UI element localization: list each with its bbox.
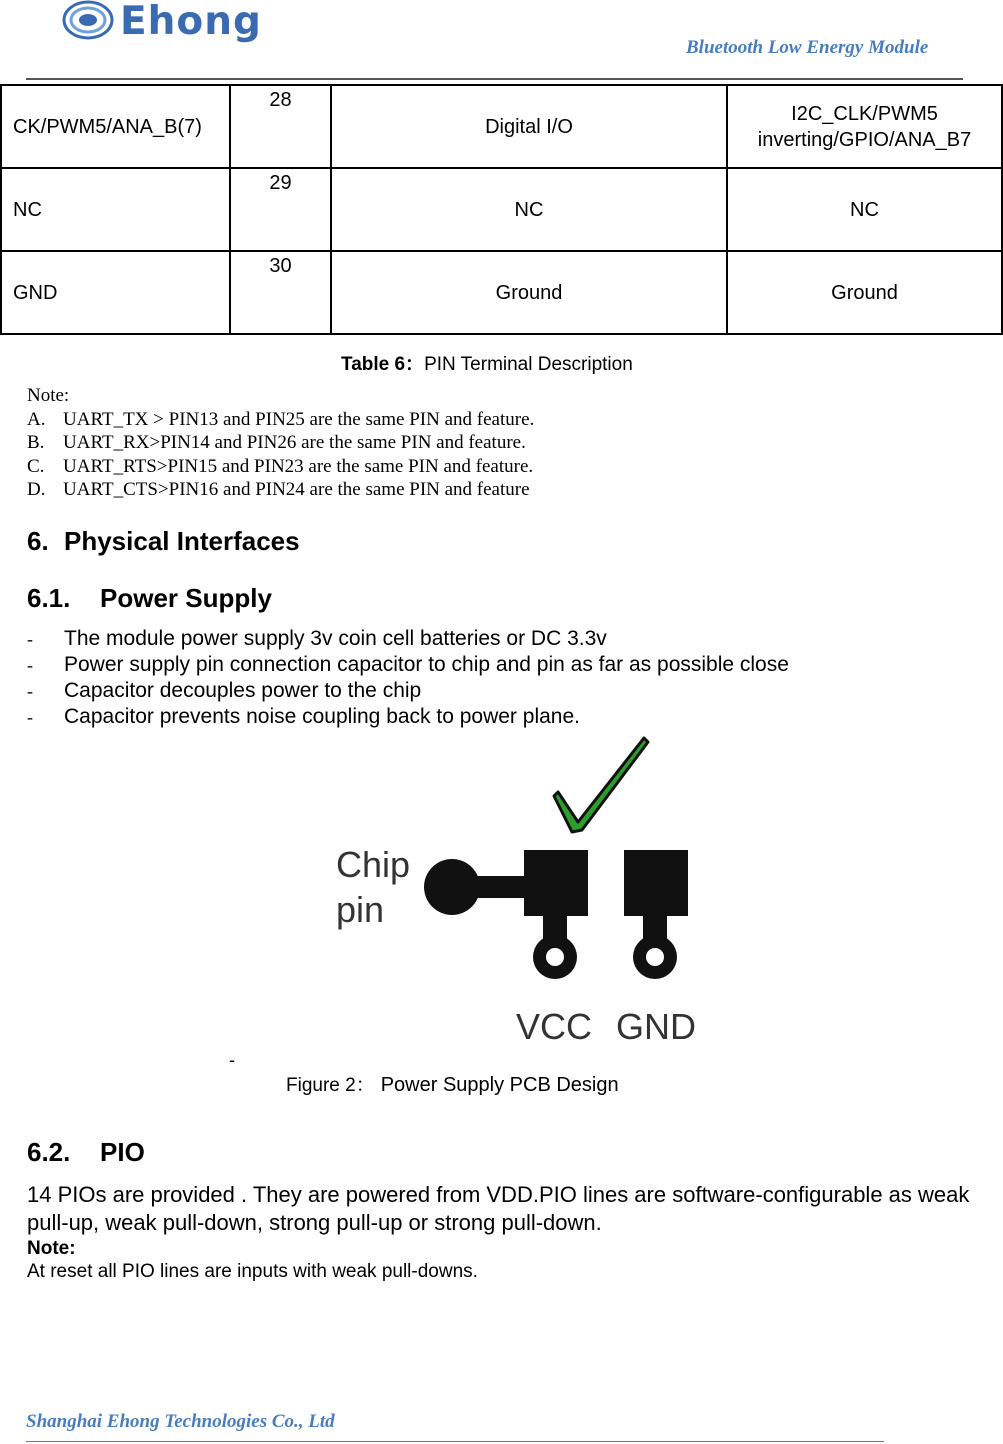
pin-number-cell (230, 85, 331, 168)
pin-function: NC (850, 198, 879, 221)
table-caption-label: Table 6： (341, 354, 425, 375)
stray-dash: - (229, 1050, 235, 1070)
bullet-text: Capacitor prevents noise coupling back to power plane. (64, 705, 580, 728)
pin-name-cell (1, 251, 230, 334)
logo-text: Ehong (120, 0, 262, 44)
bullet-marker: - (27, 681, 33, 701)
bullet-marker: - (27, 707, 33, 727)
section-62-heading (27, 1137, 145, 1168)
bullet-text: The module power supply 3v coin cell batteries or DC 3.3v (64, 627, 607, 650)
footer-company: Shanghai Ehong Technologies Co., Ltd (26, 1411, 335, 1432)
bullet-text: Capacitor decouples power to the chip (64, 679, 422, 702)
gnd-label: GND (616, 1006, 696, 1047)
chip-label-line1: Chip (336, 844, 411, 885)
pin-type-cell (331, 251, 727, 334)
note-text: UART_CTS>PIN16 and PIN24 are the same PIN and feature (63, 479, 530, 500)
note-letter: D. (27, 479, 46, 500)
figure-caption-text: Power Supply PCB Design (380, 1074, 619, 1096)
table-row (1, 251, 1002, 334)
section-61-title: Power Supply (100, 583, 272, 613)
section-6-heading (27, 526, 300, 557)
table-row (1, 85, 1002, 168)
table-caption-text: PIN Terminal Description (424, 354, 633, 375)
footer-divider (26, 1441, 884, 1442)
note-letter: C. (27, 455, 45, 477)
section-6-title: Physical Interfaces (64, 526, 300, 556)
note-text: UART_RTS>PIN15 and PIN23 are the same PIN and feature. (63, 455, 534, 477)
note-letter: B. (27, 432, 45, 453)
vcc-label: VCC (516, 1006, 593, 1047)
pio-note-text: At reset all PIO lines are inputs with weak pull-downs. (27, 1261, 478, 1282)
table-caption (341, 349, 633, 376)
header-divider (26, 78, 963, 80)
bullet-marker: - (27, 629, 33, 649)
pin-type: Digital I/O (485, 115, 573, 138)
chip-label-line2: pin (336, 889, 385, 930)
vcc-pad (524, 850, 588, 916)
list-item (27, 408, 534, 432)
note-text: UART_TX > PIN13 and PIN25 are the same PIN and feature. (63, 408, 535, 430)
pin-function-cell (727, 85, 1002, 168)
section-62-number: 6.2. (27, 1137, 71, 1167)
list-item (27, 678, 789, 704)
list-item (27, 652, 789, 678)
pin-type: Ground (495, 281, 563, 304)
pin-type: NC (514, 198, 544, 221)
section-61-heading (27, 583, 272, 614)
list-item (27, 455, 534, 479)
list-item (27, 431, 534, 455)
pin-number-cell (230, 251, 331, 334)
figure-caption (286, 1070, 619, 1097)
pin-function-cell (727, 251, 1002, 334)
gnd-pad (624, 850, 688, 916)
note-letter: A. (27, 408, 46, 430)
note-title: Note: (27, 385, 70, 406)
ehong-logo-icon (62, 0, 114, 40)
pin-name: GND (13, 281, 58, 304)
pin-name: NC (13, 198, 42, 221)
section-61-number: 6.1. (27, 583, 71, 613)
pin-name: CK/PWM5/ANA_B(7) (13, 115, 202, 138)
note-text: UART_RX>PIN14 and PIN26 are the same PIN and feature. (63, 432, 526, 453)
pin-name-cell (1, 85, 230, 168)
header-product-title: Bluetooth Low Energy Module (686, 37, 929, 58)
pin-number: 30 (269, 255, 292, 277)
gnd-via-hole (646, 948, 664, 966)
pin-number: 29 (269, 172, 292, 194)
power-supply-pcb-figure (310, 730, 720, 1055)
pin-number-cell (230, 168, 331, 251)
check-mark-icon (554, 738, 648, 832)
pin-name-cell (1, 168, 230, 251)
list-item (27, 704, 789, 730)
pin-type-cell (331, 85, 727, 168)
section-62-title: PIO (100, 1137, 145, 1167)
vcc-via-hole (546, 948, 564, 966)
pin-function-cell (727, 168, 1002, 251)
list-item (27, 478, 534, 502)
pio-note-label: Note: (27, 1238, 76, 1259)
pin-type-cell (331, 168, 727, 251)
pin-function: I2C_CLK/PWM5 inverting/GPIO/ANA_B7 (757, 102, 972, 151)
pio-paragraph: 14 PIOs are provided . They are powered from VDD.PIO lines are software-configurable as weak pull-up, weak pull-down, strong pull-up or strong pull-down. (27, 1182, 970, 1235)
section-6-number: 6. (27, 526, 49, 556)
bullet-marker: - (27, 655, 33, 675)
pin-function: Ground (831, 281, 898, 304)
figure-caption-label: Figure 2： (286, 1075, 375, 1096)
pin-number: 28 (269, 89, 292, 111)
bullet-text: Power supply pin connection capacitor to chip and pin as far as possible close (64, 653, 789, 676)
note-block (27, 384, 534, 502)
table-row (1, 168, 1002, 251)
chip-pin-trace (452, 876, 532, 898)
pin-table (0, 84, 1003, 335)
power-supply-bullets (27, 626, 789, 730)
list-item (27, 626, 789, 652)
